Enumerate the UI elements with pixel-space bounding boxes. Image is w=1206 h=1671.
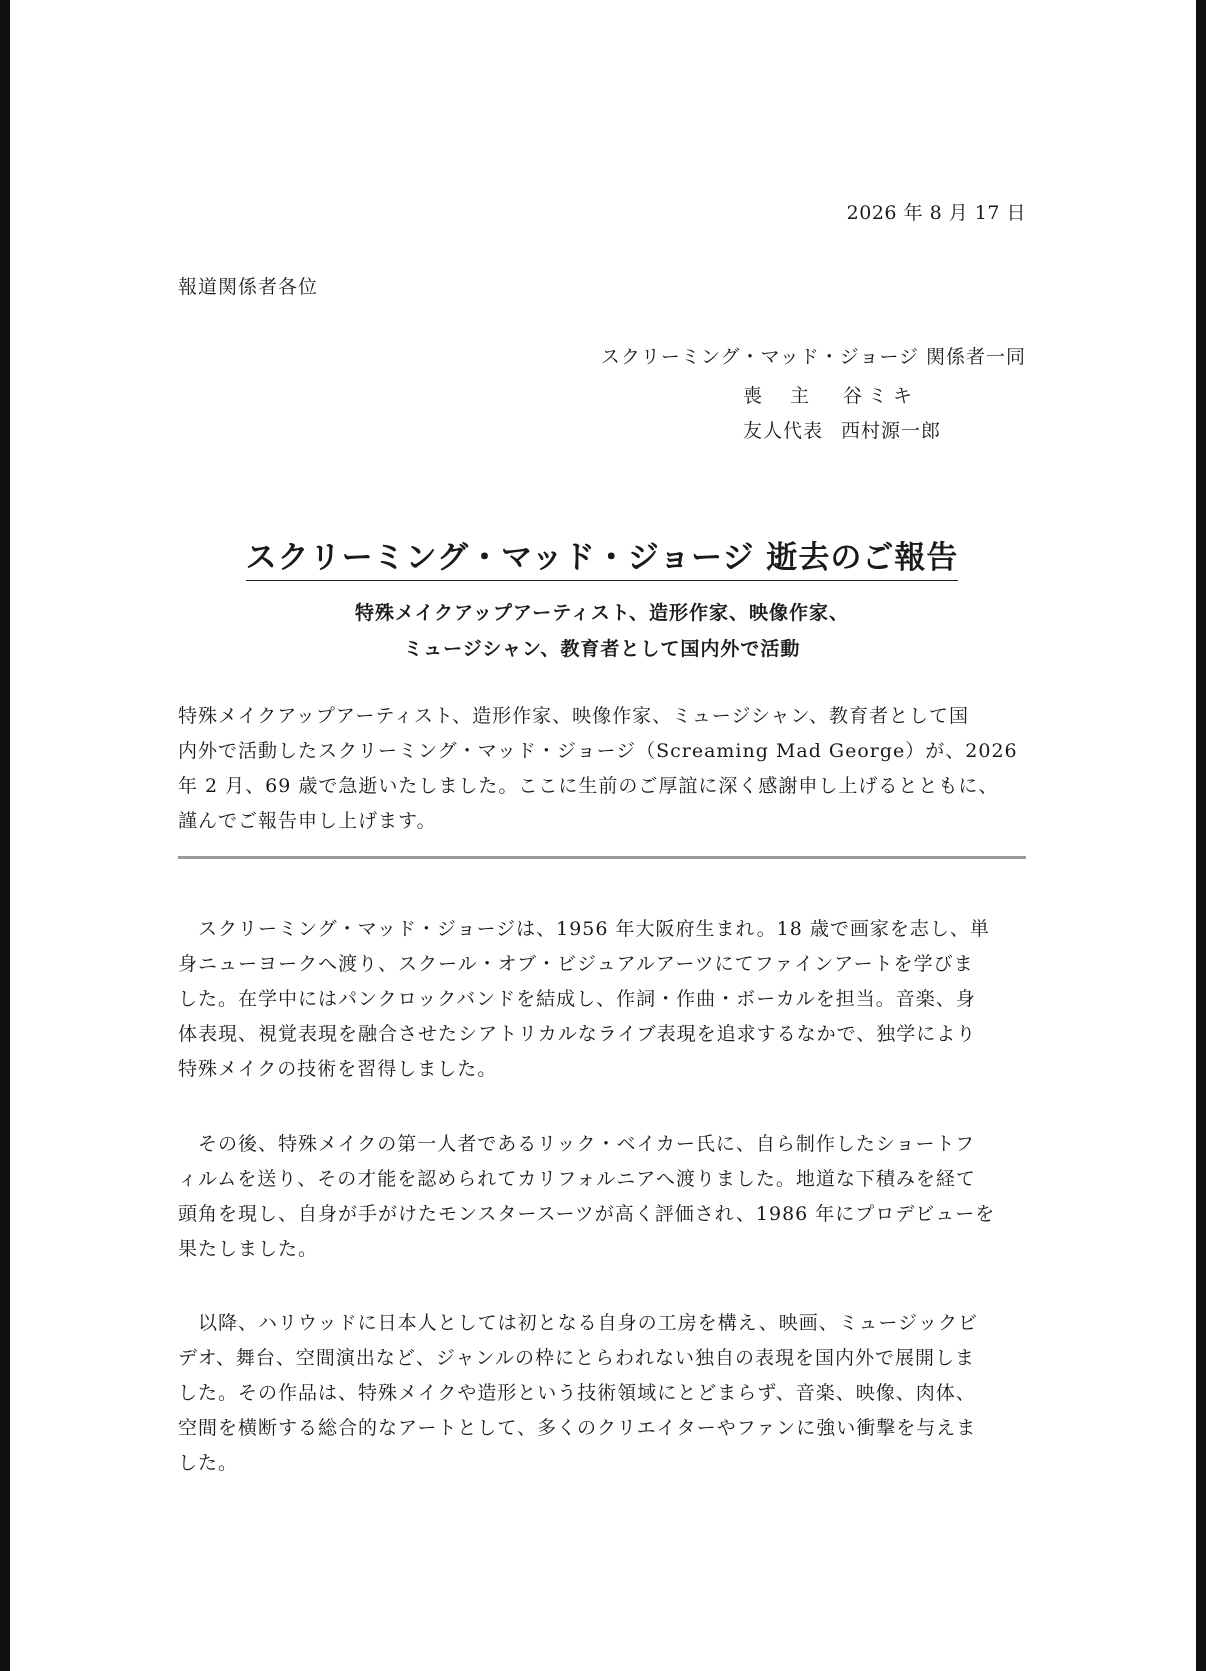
- paragraph-line: 体表現、視覚表現を融合させたシアトリカルなライブ表現を追求するなかで、独学により: [178, 1023, 977, 1045]
- paragraph-line: 身ニューヨークへ渡り、スクール・オブ・ビジュアルアーツにてファインアートを学びま: [178, 953, 974, 975]
- paragraph-line: 特殊メイクの技術を習得しました。: [178, 1058, 498, 1080]
- subtitle-line: 特殊メイクアップアーティスト、造形作家、映像作家、: [354, 602, 850, 624]
- paragraph-line: した。: [178, 1452, 239, 1474]
- paragraph-line: デオ、舞台、空間演出など、ジャンルの枠にとらわれない独自の表現を国内外で展開しま: [178, 1347, 976, 1369]
- section-divider: [178, 856, 1026, 859]
- press-release-page: [178, 0, 1026, 1671]
- paragraph-line: 果たしました。: [178, 1238, 319, 1260]
- paragraph-line: ィルムを送り、その才能を認められてカリフォルニアへ渡りました。地道な下積みを経て: [178, 1168, 976, 1190]
- sender-name: 谷ミキ: [843, 385, 919, 407]
- lead-line: 特殊メイクアップアーティスト、造形作家、映像作家、ミュージシャン、教育者として国: [178, 705, 969, 727]
- lead-line: 謹んでご報告申し上げます。: [178, 810, 437, 832]
- sender-name: 西村源一郎: [841, 420, 942, 442]
- sender-group: スクリーミング・マッド・ジョージ 関係者一同: [600, 346, 1026, 368]
- paragraph-line: した。在学中にはパンクロックバンドを結成し、作詞・作曲・ボーカルを担当。音楽、身: [178, 988, 976, 1010]
- paragraph-line: 頭角を現し、自身が手がけたモンスタースーツが高く評価され、1986 年にプロデビューを: [178, 1203, 996, 1225]
- lead-line: 年 2 月、69 歳で急逝いたしました。ここに生前のご厚誼に深く感謝申し上げるとともに、: [178, 775, 999, 797]
- document-title: [178, 532, 1026, 581]
- body-paragraph: [178, 1306, 1026, 1481]
- lead-line: 内外で活動したスクリーミング・マッド・ジョージ（Screaming Mad George）が、2026: [178, 740, 1018, 762]
- paragraph-line: スクリーミング・マッド・ジョージは、1956 年大阪府生まれ。18 歳で画家を志し、単: [178, 918, 990, 940]
- document-title-text: スクリーミング・マッド・ジョージ 逝去のご報告: [246, 532, 959, 581]
- sender-role: 喪主: [743, 385, 838, 407]
- right-page-edge: [1196, 0, 1206, 1671]
- paragraph-line: 以降、ハリウッドに日本人としては初となる自身の工房を構え、映画、ミュージックビ: [178, 1312, 979, 1334]
- sender-friend-representative: [743, 416, 941, 443]
- paragraph-line: その後、特殊メイクの第一人者であるリック・ベイカー氏に、自ら制作したショートフ: [178, 1133, 975, 1155]
- subtitle-line: ミュージシャン、教育者として国内外で活動: [403, 638, 801, 660]
- lead-paragraph: [178, 699, 1026, 839]
- sender-chief-mourner: [743, 381, 918, 408]
- salutation: 報道関係者各位: [178, 276, 319, 298]
- paragraph-line: した。その作品は、特殊メイクや造形という技術領域にとどまらず、音楽、映像、肉体、: [178, 1382, 976, 1404]
- release-date: 2026 年 8 月 17 日: [846, 202, 1026, 224]
- body-paragraph: [178, 912, 1026, 1087]
- sender-role: 友人代表: [743, 420, 824, 442]
- paragraph-line: 空間を横断する総合的なアートとして、多くのクリエイターやファンに強い衝撃を与えま: [178, 1417, 977, 1439]
- body-paragraph: [178, 1127, 1026, 1267]
- left-page-edge: [0, 0, 10, 1671]
